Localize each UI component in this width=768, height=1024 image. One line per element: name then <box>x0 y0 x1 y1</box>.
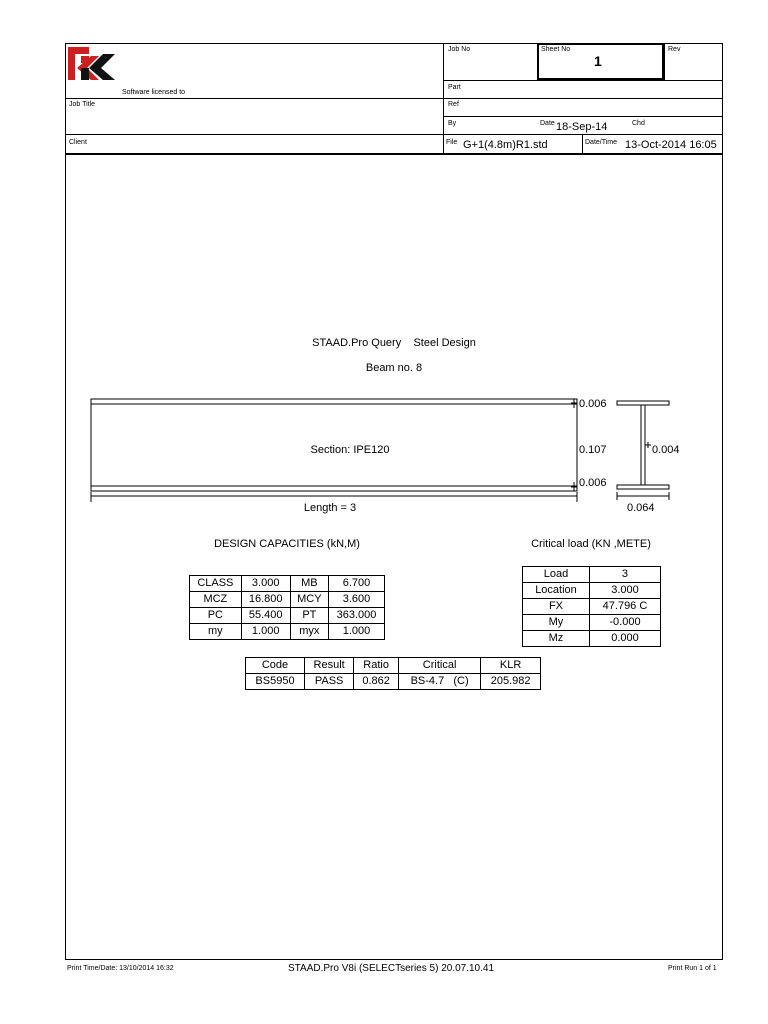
datetime-value: 13-Oct-2014 16:05 <box>625 139 717 151</box>
table-cell: MB <box>290 576 328 592</box>
sheet-no-value: 1 <box>594 53 602 69</box>
length-label: Length = 3 <box>303 502 357 514</box>
file-value: G+1(4.8m)R1.std <box>463 139 548 151</box>
table-cell: 0.862 <box>354 674 399 690</box>
table-row <box>523 615 661 631</box>
table-header: Code <box>246 658 305 674</box>
header-rule-2 <box>65 98 723 99</box>
table-cell: 16.800 <box>241 592 290 608</box>
table-row <box>190 624 385 640</box>
header-rule-4 <box>65 134 723 135</box>
company-logo <box>67 46 117 82</box>
section-top-flange <box>617 401 669 405</box>
table-row <box>190 576 385 592</box>
sheet-no-label: Sheet No <box>541 46 571 53</box>
file-label: File <box>446 139 458 146</box>
print-time: Print Time/Date: 13/10/2014 16:32 <box>67 965 174 972</box>
chd-label: Chd <box>632 120 645 127</box>
header-rule-5 <box>65 153 723 155</box>
table-cell: Mz <box>523 631 590 647</box>
capacities-table <box>189 575 385 640</box>
section-bottom-flange <box>617 485 669 489</box>
beam-bottom-flange <box>91 486 577 491</box>
table-cell: 205.982 <box>481 674 541 690</box>
section-label: Section: IPE120 <box>310 444 390 456</box>
table-header: Critical <box>399 658 481 674</box>
capacities-title: DESIGN CAPACITIES (kN,M) <box>214 538 360 550</box>
report-title: STAAD.Pro Query Steel Design <box>312 337 476 349</box>
result-table <box>245 657 541 690</box>
date-value: 18-Sep-14 <box>556 121 608 133</box>
table-cell: 3.000 <box>241 576 290 592</box>
critical-load-title: Critical load (KN ,METE) <box>531 538 651 550</box>
ref-label: Ref <box>448 101 459 108</box>
table-cell: PC <box>190 608 242 624</box>
header-rule-3 <box>443 116 723 117</box>
table-cell: Location <box>523 583 590 599</box>
flange-bottom-thickness: 0.006 <box>579 477 607 489</box>
table-header: Ratio <box>354 658 399 674</box>
beam-number: Beam no. 8 <box>365 362 423 374</box>
table-cell: 3.000 <box>589 583 660 599</box>
web-thickness: 0.004 <box>652 444 680 456</box>
table-row <box>190 608 385 624</box>
table-cell: 6.700 <box>329 576 385 592</box>
client-label: Client <box>69 139 87 146</box>
table-row <box>246 674 541 690</box>
table-row <box>523 599 661 615</box>
table-cell: 363.000 <box>329 608 385 624</box>
table-header-row <box>246 658 541 674</box>
software-licensed-label: Software licensed to <box>122 89 186 96</box>
table-cell: 1.000 <box>329 624 385 640</box>
header-rule-1 <box>443 80 723 81</box>
table-row <box>190 592 385 608</box>
beam-top-flange <box>91 399 577 404</box>
table-cell: CLASS <box>190 576 242 592</box>
table-cell: BS5950 <box>246 674 305 690</box>
header-divider-sheet-right <box>664 43 665 80</box>
table-header: Result <box>305 658 354 674</box>
section-web <box>641 405 645 485</box>
table-cell: PASS <box>305 674 354 690</box>
rev-label: Rev <box>668 46 681 53</box>
job-no-label: Job No <box>448 46 471 53</box>
table-cell: Load <box>523 567 590 583</box>
table-cell: My <box>523 615 590 631</box>
flange-width: 0.064 <box>627 502 655 514</box>
table-cell: 1.000 <box>241 624 290 640</box>
table-cell: MCY <box>290 592 328 608</box>
table-cell: my <box>190 624 242 640</box>
datetime-label: Date/Time <box>585 139 618 146</box>
table-cell: BS-4.7 (C) <box>399 674 481 690</box>
print-run: Print Run 1 of 1 <box>668 965 717 972</box>
by-label: By <box>448 120 457 127</box>
table-row <box>523 631 661 647</box>
table-cell: 3 <box>589 567 660 583</box>
table-cell: MCZ <box>190 592 242 608</box>
table-cell: PT <box>290 608 328 624</box>
critical-load-table <box>522 566 661 647</box>
table-row <box>523 567 661 583</box>
header-divider-main <box>443 43 444 153</box>
flange-top-thickness: 0.006 <box>579 398 607 410</box>
date-label: Date <box>540 120 555 127</box>
table-cell: 0.000 <box>589 631 660 647</box>
table-cell: 47.796 C <box>589 599 660 615</box>
table-cell: -0.000 <box>589 615 660 631</box>
beam-depth: 0.107 <box>579 444 607 456</box>
part-label: Part <box>448 84 461 91</box>
table-cell: FX <box>523 599 590 615</box>
table-row <box>523 583 661 599</box>
table-cell: myx <box>290 624 328 640</box>
table-cell: 55.400 <box>241 608 290 624</box>
table-cell: 3.600 <box>329 592 385 608</box>
table-header: KLR <box>481 658 541 674</box>
job-title-label: Job Title <box>69 101 96 108</box>
header-divider-datetime <box>582 134 583 153</box>
software-version: STAAD.Pro V8i (SELECTseries 5) 20.07.10.41 <box>288 963 495 974</box>
